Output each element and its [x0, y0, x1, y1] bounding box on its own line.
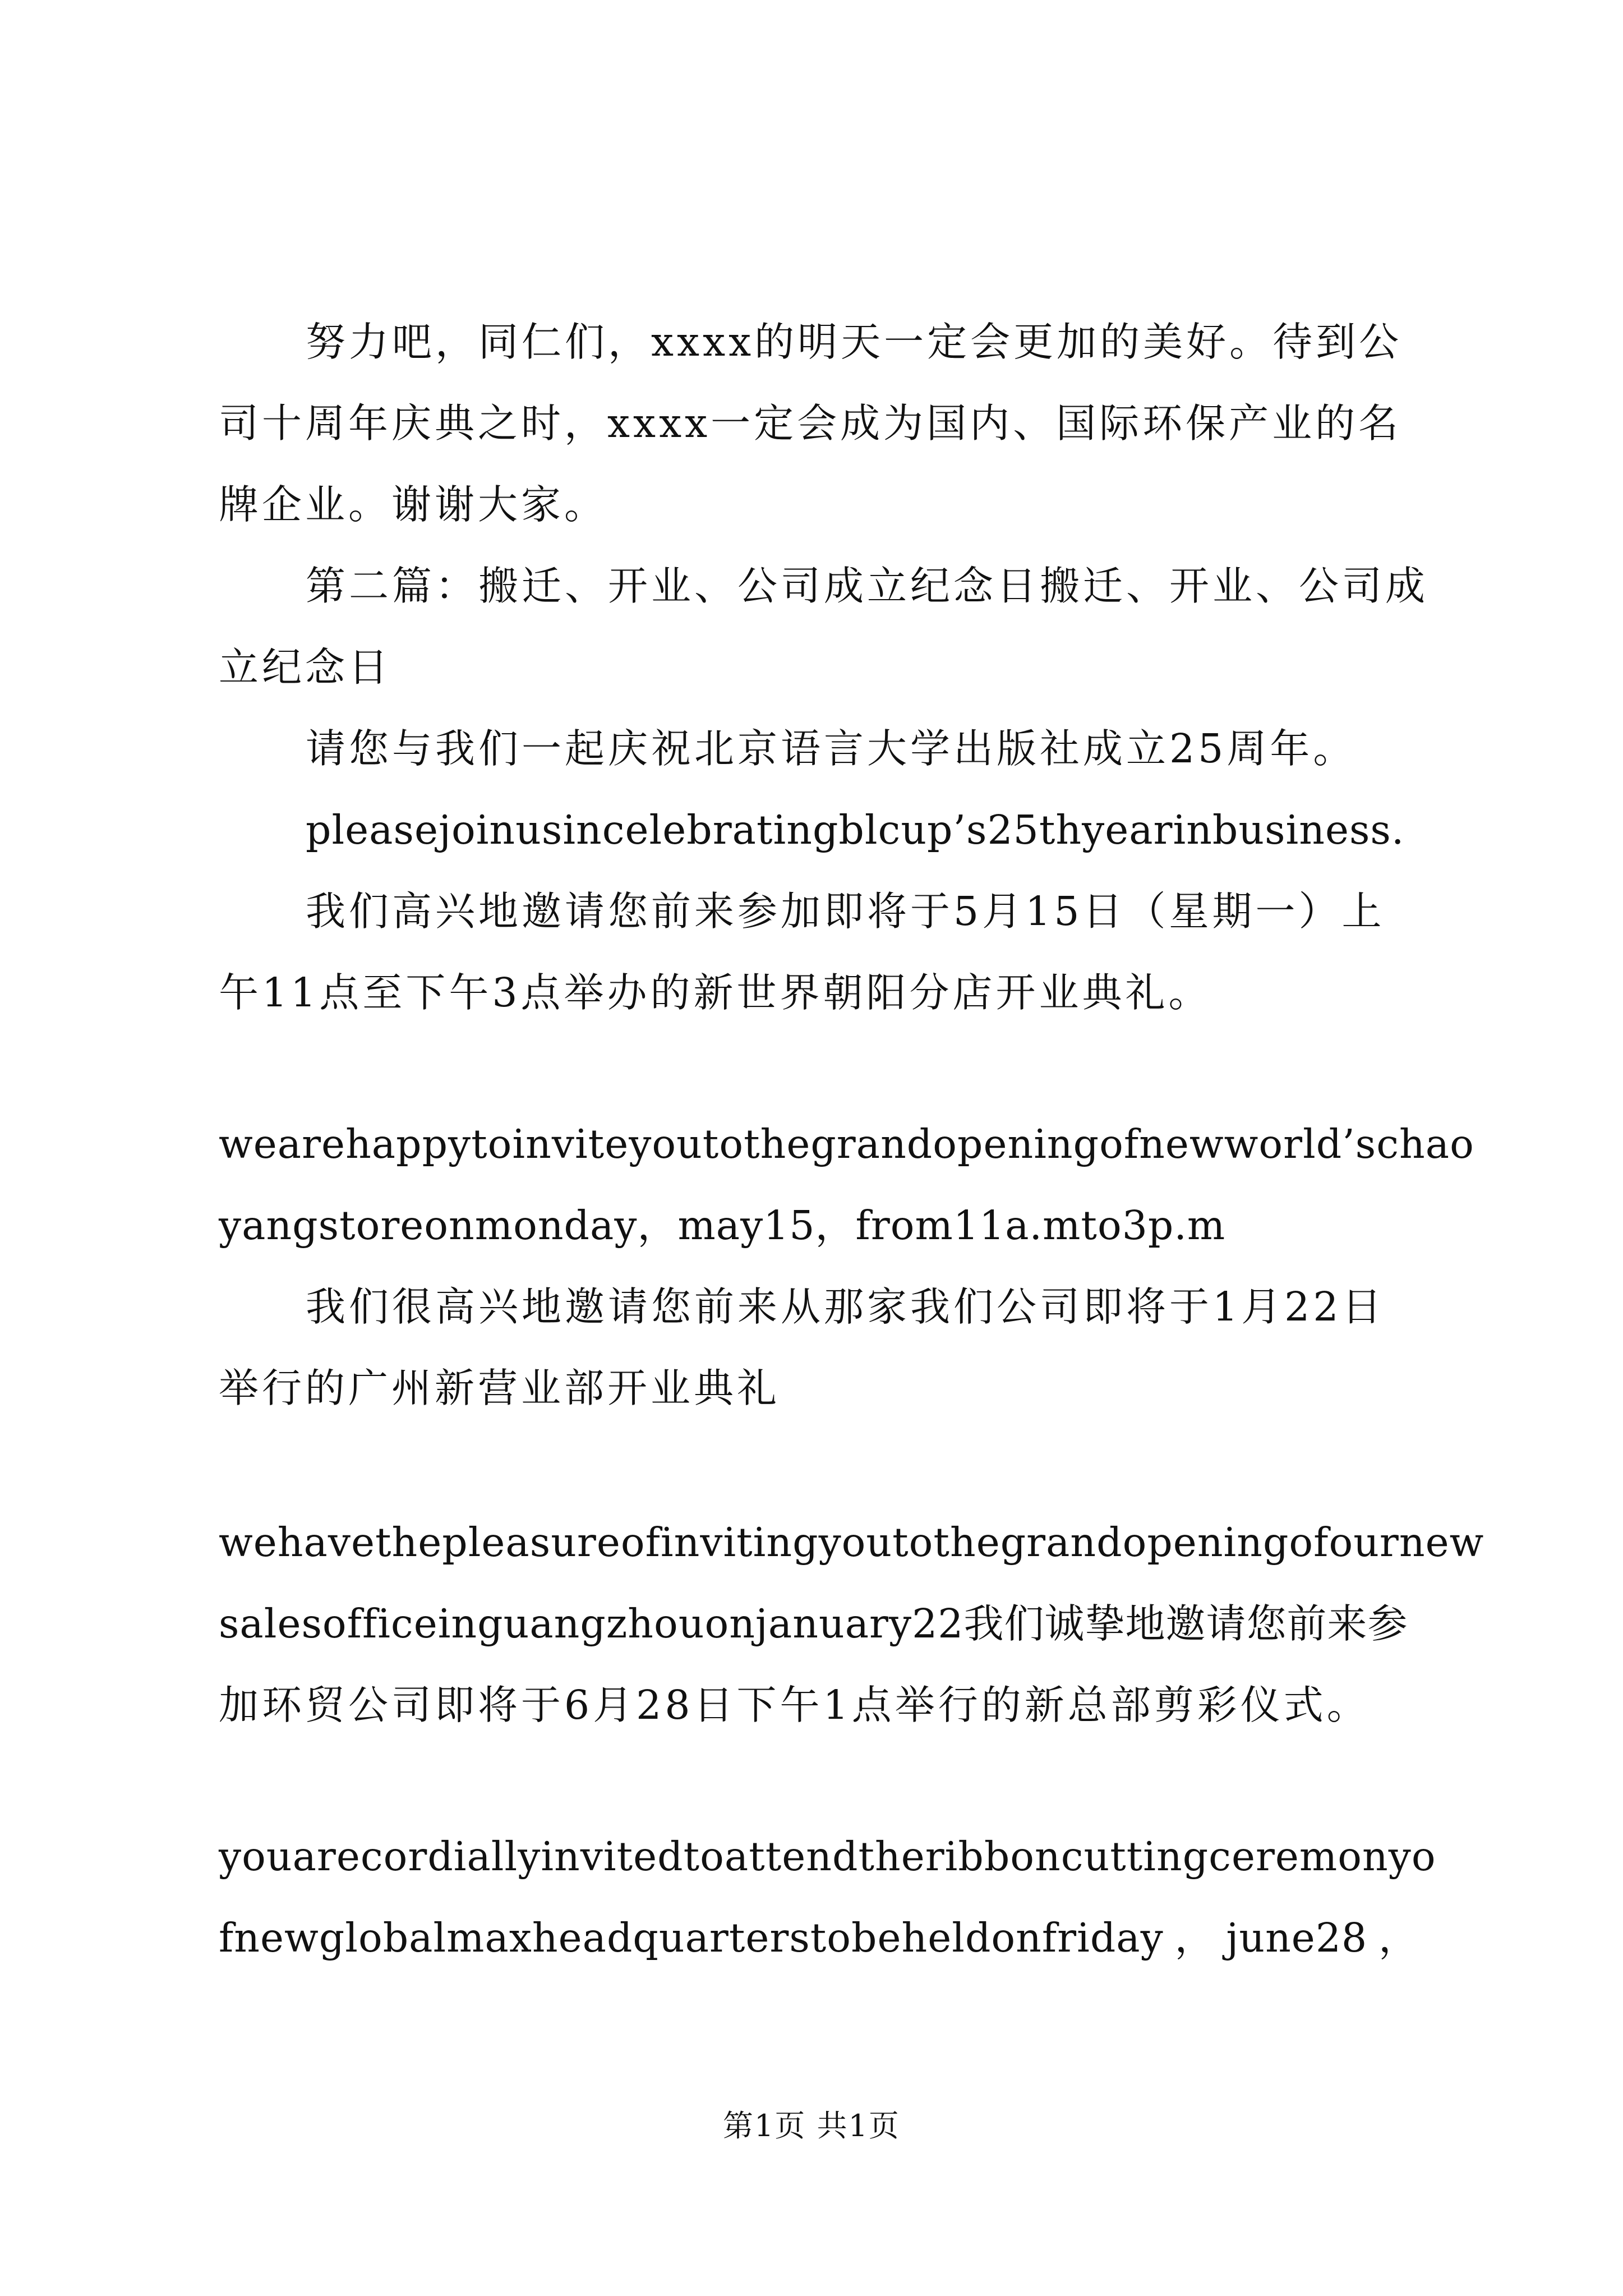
- english-line-justified: [219, 1910, 1419, 1966]
- paragraph-line: 请您与我们一起庆祝北京语言大学出版社成立25周年。: [306, 725, 1357, 772]
- section-heading-line: 立纪念日: [219, 644, 392, 691]
- section-heading-line: 第二篇：搬迁、开业、公司成立纪念日搬迁、开业、公司成: [306, 563, 1429, 609]
- line-segment: ，: [1378, 1915, 1419, 1961]
- english-line: yangstoreonmonday，may15，from11a.mto3p.m: [219, 1202, 1226, 1249]
- english-line: pleasejoinusincelebratingblcup’s25thyearinbusiness.: [306, 807, 1405, 853]
- paragraph-line: 举行的广州新营业部开业典礼: [219, 1365, 781, 1411]
- paragraph-line: 加环贸公司即将于6月28日下午1点举行的新总部剪彩仪式。: [219, 1682, 1370, 1728]
- paragraph-line: 牌企业。谢谢大家。: [219, 481, 608, 528]
- paragraph-line: 我们很高兴地邀请您前来从那家我们公司即将于1月22日: [306, 1283, 1385, 1330]
- english-line: wearehappytoinviteyoutothegrandopeningofnewworld’schao: [219, 1121, 1474, 1167]
- paragraph-line: 努力吧，同仁们，xxxx的明天一定会更加的美好。待到公: [306, 319, 1403, 365]
- page-footer: 第1页 共1页: [723, 2108, 900, 2143]
- paragraph-line: 司十周年庆典之时，xxxx一定会成为国内、国际环保产业的名: [219, 400, 1402, 447]
- paragraph-line: 午11点至下午3点举办的新世界朝阳分店开业典礼。: [219, 969, 1212, 1016]
- english-line: wehavethepleasureofinvitingyoutothegrandopeningofournew: [219, 1519, 1484, 1566]
- mixed-line: salesofficeinguangzhouonjanuary22我们诚挚地邀请您前来参: [219, 1600, 1408, 1647]
- line-segment: ，: [1174, 1915, 1215, 1961]
- english-line: youarecordiallyinvitedtoattendtheribboncuttingceremonyo: [219, 1833, 1436, 1880]
- paragraph-line: 我们高兴地邀请您前来参加即将于5月15日（星期一）上: [306, 888, 1385, 935]
- line-segment: fnewglobalmaxheadquarterstobeheldonfriday: [219, 1915, 1164, 1961]
- line-segment: june28: [1226, 1915, 1368, 1961]
